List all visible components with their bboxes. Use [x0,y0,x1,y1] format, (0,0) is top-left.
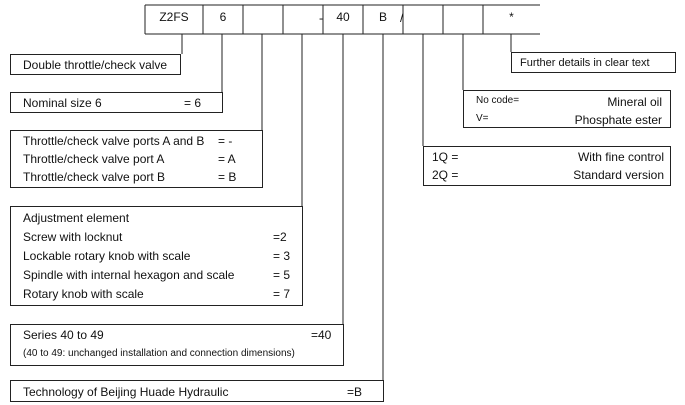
seal-box [463,90,671,128]
adjustment-row-value: = 5 [273,268,291,282]
ports-row-value: = - [218,134,233,148]
code-size-cell: 6 [219,10,227,24]
adjustment-title: Adjustment element [23,211,130,225]
seal-row-label: V= [476,113,489,124]
adjustment-box [10,206,303,306]
seal-row-label: No code= [476,95,520,106]
control-row-value: With fine control [577,150,664,164]
technology-label: Technology of Beijing Huade Hydraulic [23,385,229,399]
ports-row-value: = B [218,170,237,184]
seal-row-value: Phosphate ester [574,113,662,127]
code-dash-separator: - [319,11,323,25]
code-adjustment-cell [283,0,323,34]
adjustment-row-label: Lockable rotary knob with scale [23,249,191,263]
series-note: (40 to 49: unchanged installation and connection dimensions) [23,348,295,359]
code-further-cell: * [509,10,514,24]
adjustment-row-value: = 7 [273,287,291,301]
code-series-number-cell: 40 [336,10,350,24]
nominal-size-box [10,92,223,113]
control-box [423,146,671,186]
adjustment-row-value: = 3 [273,249,291,263]
ports-row-label: Throttle/check valve port B [23,170,166,184]
nominal-size-value: = 6 [184,96,202,110]
nominal-size-label: Nominal size 6 [23,96,102,110]
adjustment-row-value: =2 [273,230,287,244]
valve-type-label: Double throttle/check valve [23,58,168,72]
code-seal-cell [443,0,483,34]
adjustment-row-label: Spindle with internal hexagon and scale [23,268,235,282]
series-box [10,324,344,366]
series-value: =40 [311,328,332,342]
valve-type-box [10,54,181,75]
technology-value: =B [347,385,363,399]
code-ports-cell [243,0,283,34]
ports-row-label: Throttle/check valve port A [23,152,165,166]
ports-box [10,130,263,188]
series-label: Series 40 to 49 [23,328,104,342]
control-row-label: 2Q = [432,168,459,182]
adjustment-row-label: Screw with locknut [23,230,123,244]
adjustment-row-label: Rotary knob with scale [23,287,144,301]
code-series-cell: Z2FS [159,10,189,24]
further-details-label: Further details in clear text [520,57,650,69]
technology-box [10,380,384,402]
code-slash-separator: / [400,11,404,25]
ports-row-value: = A [218,152,236,166]
control-row-label: 1Q = [432,150,459,164]
further-details-box [511,52,676,73]
seal-row-value: Mineral oil [607,95,662,109]
code-technology-cell: B [378,10,387,24]
control-row-value: Standard version [573,168,664,182]
ports-row-label: Throttle/check valve ports A and B [23,134,205,148]
code-control-cell [403,0,443,34]
